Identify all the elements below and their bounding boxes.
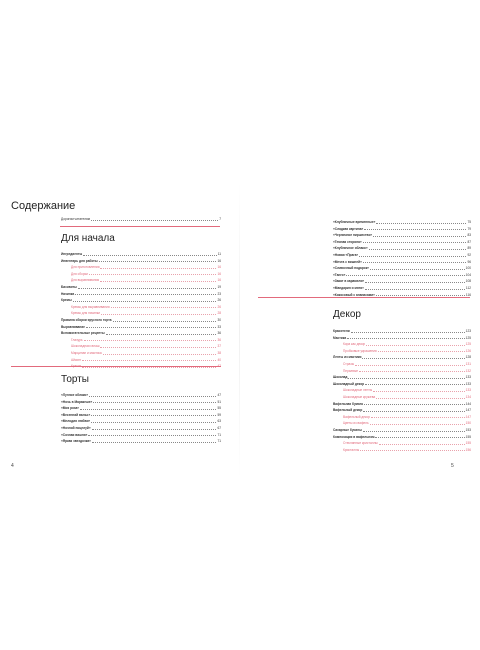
dot-leader (355, 365, 465, 366)
dot-leader (88, 435, 216, 436)
intro-entry (61, 215, 221, 222)
toc-entry[interactable]: Сахарные бусины 153 (333, 427, 471, 432)
section-rule (60, 226, 220, 227)
dot-leader (363, 262, 467, 263)
toc-list-start (61, 250, 221, 369)
dot-leader (364, 404, 465, 405)
toc-list-decor (333, 327, 471, 452)
toc-entry[interactable]: «Ночь в Маракеше» 51 (61, 399, 221, 404)
toc-entry[interactable]: «Весенний вальс» 59 (61, 412, 221, 417)
dot-leader (347, 338, 465, 339)
dot-leader (359, 256, 466, 257)
dot-leader (364, 229, 466, 230)
dot-leader (93, 402, 216, 403)
toc-subentry[interactable]: Вафельный декор 147 (343, 414, 471, 419)
dot-leader (378, 351, 465, 352)
toc-entry[interactable]: Мастика 125 (333, 335, 471, 340)
dot-leader (375, 437, 464, 438)
toc-entry[interactable]: Дорогим читателям 7 (61, 217, 221, 221)
page-number-right: 5 (451, 463, 454, 469)
toc-entry[interactable]: Ингредиенты 11 (61, 252, 221, 256)
dot-leader (103, 354, 217, 355)
dot-leader (365, 384, 465, 385)
toc-entry[interactable]: Бисквиты 19 (61, 284, 221, 289)
toc-subentry[interactable]: Пробковые украшения 126 (343, 348, 471, 353)
toc-entry[interactable]: «Мелодия любви» 63 (61, 419, 221, 424)
dot-leader (370, 269, 465, 270)
toc-subentry[interactable]: Шоколадные ленты 133 (343, 388, 471, 393)
dot-leader (100, 281, 216, 282)
dot-leader (346, 275, 464, 276)
toc-entry[interactable]: Ленты из мастики 128 (333, 355, 471, 360)
toc-entry[interactable]: «Мечта с вишней» 96 (333, 259, 471, 264)
dot-leader (86, 327, 217, 328)
dot-leader (99, 261, 217, 262)
toc-entry[interactable]: Инвентарь для работы 16 (61, 258, 221, 263)
dot-leader (376, 398, 465, 399)
toc-subentry[interactable]: Айсинг 40 (71, 357, 221, 362)
dot-leader (101, 314, 217, 315)
toc-subentry[interactable]: Кора как декор 125 (343, 342, 471, 347)
toc-entry[interactable]: «Клубничное облако» 89 (333, 246, 471, 251)
dot-leader (92, 442, 217, 443)
dot-leader (359, 371, 465, 372)
dot-leader (89, 274, 217, 275)
dot-leader (363, 242, 467, 243)
dot-leader (373, 391, 464, 392)
toc-subentry[interactable]: Стразы 131 (343, 361, 471, 366)
toc-entry[interactable]: Вспомогательные рецепты 36 (61, 331, 221, 336)
toc-entry[interactable]: «Сладкая картина» 79 (333, 226, 471, 231)
dot-leader (91, 415, 216, 416)
dot-leader (369, 249, 467, 250)
dot-leader (379, 444, 465, 445)
toc-subentry[interactable]: Перьевые 132 (343, 368, 471, 373)
toc-subentry[interactable]: Для приготовления 16 (71, 265, 221, 270)
dot-leader (376, 223, 466, 224)
dot-leader (106, 334, 217, 335)
dot-leader (362, 358, 464, 359)
section-heading-decor: Декор (333, 309, 361, 320)
toc-entry[interactable]: «Клубничные временные» 75 (333, 220, 471, 224)
dot-leader (376, 295, 465, 296)
toc-subentry[interactable]: Кристаллы 156 (343, 447, 471, 452)
dot-leader (100, 347, 216, 348)
dot-leader (73, 301, 217, 302)
page-number-left: 4 (11, 463, 14, 469)
toc-subentry[interactable]: Марципан и мастика 38 (71, 350, 221, 355)
toc-subentry[interactable]: Цветы из вафель 150 (343, 421, 471, 426)
dot-leader (89, 396, 216, 397)
dot-leader (82, 360, 216, 361)
toc-entry[interactable]: «Темная сторона» 87 (333, 239, 471, 244)
toc-entry[interactable]: Композиция в вафельном 155 (333, 434, 471, 439)
dot-leader (363, 431, 465, 432)
toc-list-cakes (61, 391, 221, 444)
toc-entry[interactable]: Шоколад 133 (333, 375, 471, 380)
toc-entry[interactable]: «Черничное пиршество» 83 (333, 233, 471, 238)
toc-subentry[interactable]: Шоколадная ганаш 37 (71, 344, 221, 349)
dot-leader (365, 282, 464, 283)
toc-entry[interactable]: «Сливочный подарок» 100 (333, 266, 471, 271)
toc-entry[interactable]: «Мандарин и мята» 112 (333, 285, 471, 290)
toc-subentry[interactable]: Шоколадные кружева 134 (343, 394, 471, 399)
toc-entry[interactable]: «Танго» 104 (333, 272, 471, 277)
dot-leader (371, 417, 465, 418)
toc-entry[interactable]: Правила сборки ярусного торта 30 (61, 317, 221, 322)
toc-entry[interactable]: Вафельная бумага 144 (333, 401, 471, 406)
toc-entry[interactable]: Красители 123 (333, 329, 471, 333)
toc-entry[interactable]: «Кокосовый с ананасами» 116 (333, 292, 471, 297)
toc-entry[interactable]: Выравнивание 33 (61, 324, 221, 329)
dot-leader (373, 236, 466, 237)
toc-entry[interactable]: «Сочная вишня» 71 (61, 432, 221, 437)
toc-subentry[interactable]: Стеклянные кристаллы 155 (343, 441, 471, 446)
dot-leader (363, 411, 464, 412)
dot-leader (111, 307, 217, 308)
toc-entry[interactable]: Кремы 26 (61, 298, 221, 303)
toc-entry[interactable]: Начинка 23 (61, 291, 221, 296)
toc-subentry[interactable]: Кремы для начинки 28 (71, 311, 221, 316)
toc-subentry[interactable]: Для выравнивания 16 (71, 278, 221, 283)
contents-title: Содержание (11, 200, 76, 212)
section-rule-decor (258, 297, 470, 298)
toc-entry[interactable]: «Лунное облако» 47 (61, 393, 221, 397)
dot-leader (92, 429, 217, 430)
dot-leader (366, 345, 464, 346)
dot-leader (80, 409, 216, 410)
dot-leader (370, 424, 465, 425)
dot-leader (100, 268, 216, 269)
right-page (240, 0, 480, 650)
section-heading-cakes: Торты (61, 374, 89, 385)
dot-leader (351, 332, 465, 333)
dot-leader (91, 422, 216, 423)
dot-leader (75, 294, 216, 295)
dot-leader (365, 289, 465, 290)
toc-entry[interactable]: «Ночной поцелуй» 67 (61, 425, 221, 430)
dot-leader (348, 378, 464, 379)
dot-leader (360, 450, 464, 451)
dot-leader (113, 321, 217, 322)
dot-leader (84, 340, 217, 341)
toc-entry[interactable]: «Закат в карамели» 108 (333, 279, 471, 284)
toc-entry[interactable]: Вафельный декор 147 (333, 408, 471, 413)
toc-entry[interactable]: «Яркая звездочка» 71 (61, 439, 221, 444)
dot-leader (83, 255, 216, 256)
section-rule-cakes (11, 366, 221, 367)
toc-subentry[interactable]: Кремы для выравнивания 26 (71, 304, 221, 309)
toc-list-cakes-continued (333, 218, 471, 297)
toc-entry[interactable]: Шоколадный декор 133 (333, 381, 471, 386)
toc-subentry[interactable]: Для сборки 16 (71, 271, 221, 276)
toc-entry[interactable]: «Моя роза» 55 (61, 406, 221, 411)
toc-subentry[interactable]: Глазурь 36 (71, 337, 221, 342)
section-heading-start: Для начала (61, 233, 115, 244)
toc-entry[interactable]: «Новая «Прага» 92 (333, 252, 471, 257)
dot-leader (78, 288, 217, 289)
